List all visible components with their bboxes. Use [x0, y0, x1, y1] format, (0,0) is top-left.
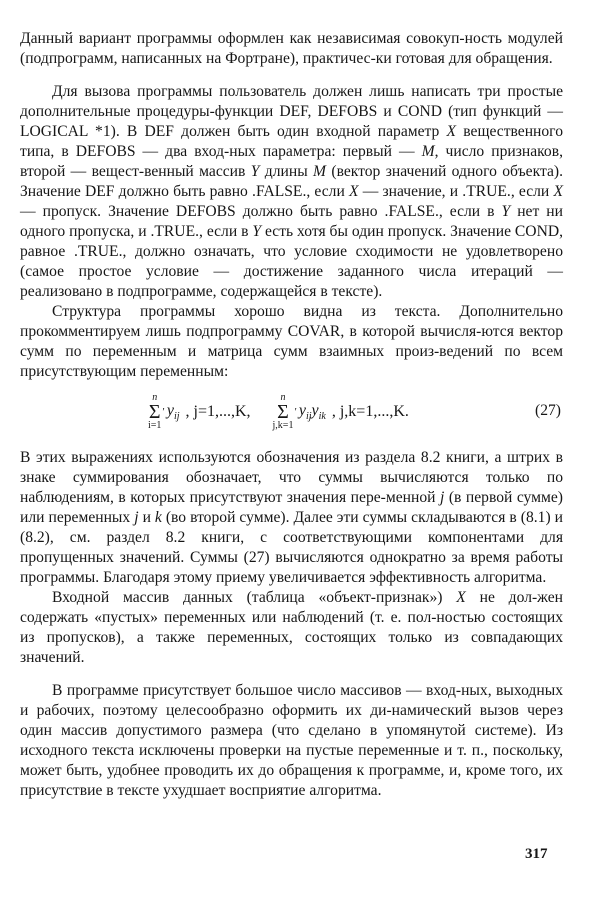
sum2-sigma: Σ [277, 400, 289, 423]
sum2-range: , j,k=1,...,K. [331, 403, 409, 420]
paragraph-1: Данный вариант программы оформлен как независимая совокуп-ность модулей (подпрограмм, написанных на Фортране), практичес-ки готовая для обращения. [20, 30, 563, 67]
sum2-upper-limit: n [280, 391, 286, 403]
sum1-term: $y_{ij}$ [166, 401, 180, 423]
sum-symbol-2 [272, 391, 297, 432]
paragraph-3: Структура программы хорошо видна из текста. Дополнительно прокомментируем лишь подпрограмму COVAR, в которой вычисля-ются вектор сумм по переменным и матрица сумм взаимных произ-ведений по всем присутствующим переменным: [20, 303, 563, 380]
equation-27 [20, 388, 563, 442]
sum1-lower-limit: i=1 [148, 419, 162, 431]
paragraph-2: Для вызова программы пользователь должен лишь написать три простые дополнительные процедуры-функции DEF, DEFOBS и COND (тип функций — LOGICAL *1). В DEF должен быть один входной параметр X вещественного типа, в DEFOBS — два вход-ных параметра: первый — M, число признаков, второй — вещест-венный массив Y длины M (вектор значений одного объекта). Значение DEF должно быть равно .FALSE., если X — значение, и .TRUE., если X — пропуск. Значение DEFOBS должно быть равно .FALSE., если в Y нет ни одного пропуска, и .TRUE., если в Y есть хотя бы один пропуск. Значение COND, равное .TRUE., должно означать, что условие сходимости не удовлетворено (самое простое условие — достижение заданного числа итераций — реализовано в подпрограмме, содержащейся в тексте). [20, 83, 563, 300]
sum-symbol-1 [148, 393, 161, 432]
equation-number: (27) [535, 402, 561, 419]
sum1-prime: ′ [162, 406, 165, 418]
sum2-prime: ′ [294, 406, 297, 418]
equation-body [148, 392, 409, 432]
sum2-lower-limit: j,k=1 [272, 419, 294, 431]
paragraph-4: В этих выражениях используются обозначения из раздела 8.2 книги, а штрих в знаке суммирования обозначает, что суммы вычисляются только по наблюдениям, в которых присутствуют значения пере-менной j (в первой сумме) или переменных j и k (во второй сумме). Далее эти суммы складываются в (8.1) и (8.2), см. раздел 8.2 книги, с соответствующими компонентами для пропущенных значений. Суммы (27) вычисляются однократно за время работы программы. Благодаря этому приему увеличивается эффективность алгоритма. [20, 449, 563, 586]
sum1-upper-limit: n [152, 391, 158, 403]
paragraph-5: Входной массив данных (таблица «объект-признак») X не дол-жен содержать «пустых» переменных или наблюдений (т. е. пол-ностью состоящих из пропусков), а также переменных, состоящих только из совпадающих значений. [20, 589, 563, 666]
page-number: 317 [525, 846, 548, 862]
sum2-term: $y_{ij}y_{ik}$ [298, 401, 326, 423]
page-body [20, 29, 563, 801]
sum1-sigma: Σ [148, 400, 161, 423]
paragraph-6: В программе присутствует большое число массивов — вход-ных, выходных и рабочих, поэтому целесообразно оформить их ди-намический вызов через один массив допустимого размера (что сделано в упомянутой системе). Из исходного текста исключены проверки на пустые переменные и т. п., поскольку, может быть, удобнее проводить их до обращения к программе, и, кроме того, их присутствие в тексте ухудшает восприятие алгоритма. [20, 682, 563, 799]
sum1-range: , j=1,...,K, [185, 403, 251, 420]
